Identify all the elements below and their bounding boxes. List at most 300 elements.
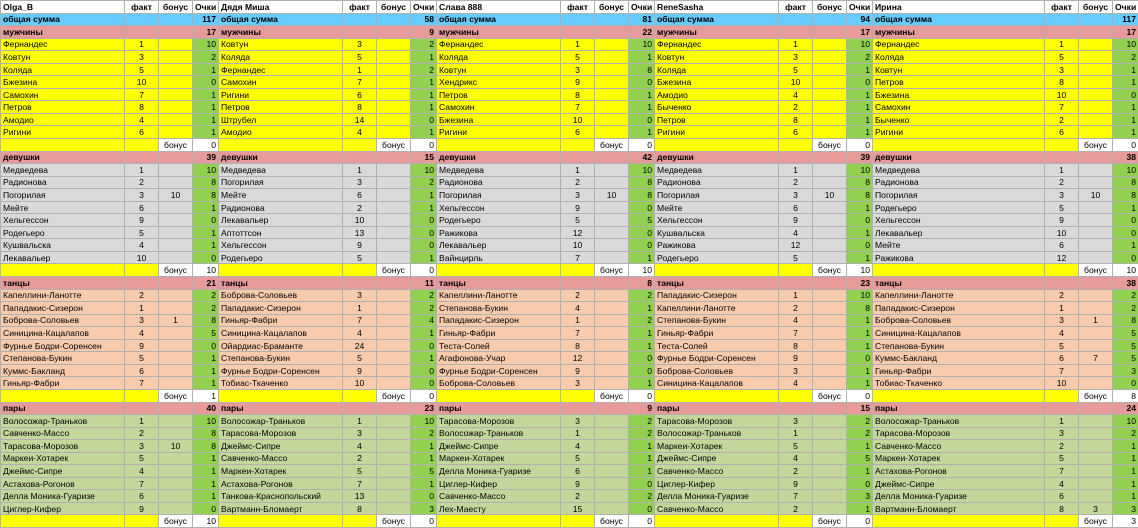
fact-value[interactable]: 6 <box>125 490 159 503</box>
bonus-value[interactable] <box>159 352 193 365</box>
bonus-points[interactable]: 3 <box>1113 515 1138 528</box>
bonus-points[interactable]: 10 <box>629 264 655 277</box>
athlete-name[interactable]: Куммс-Бакланд <box>1 364 125 377</box>
fact-value[interactable]: 8 <box>1045 502 1079 515</box>
fact-value[interactable]: 2 <box>561 490 595 503</box>
fact-value[interactable]: 9 <box>343 239 377 252</box>
points-value[interactable]: 10 <box>1113 164 1138 177</box>
points-value[interactable]: 0 <box>847 76 873 89</box>
bonus-value[interactable] <box>813 226 847 239</box>
athlete-name[interactable]: Синицина-Кацалапов <box>1 327 125 340</box>
bonus-points[interactable]: 0 <box>847 139 873 152</box>
bonus-value[interactable] <box>159 88 193 101</box>
bonus-value[interactable] <box>813 352 847 365</box>
bonus-value[interactable] <box>813 51 847 64</box>
athlete-name[interactable]: Ражикова <box>655 239 779 252</box>
fact-value[interactable]: 9 <box>561 76 595 89</box>
points-value[interactable]: 10 <box>629 164 655 177</box>
athlete-name[interactable]: Степанова-Букин <box>219 352 343 365</box>
athlete-name[interactable]: Амодио <box>1 113 125 126</box>
bonus-value[interactable]: 7 <box>1079 352 1113 365</box>
points-value[interactable]: 1 <box>193 126 219 139</box>
points-value[interactable]: 0 <box>629 477 655 490</box>
bonus-value[interactable] <box>159 113 193 126</box>
athlete-name[interactable]: Пападакис-Сизерон <box>655 289 779 302</box>
bonus-value[interactable] <box>813 502 847 515</box>
athlete-name[interactable]: Фурнье Бодри-Соренсен <box>437 364 561 377</box>
athlete-name[interactable]: Астахова-Рогонов <box>873 465 1045 478</box>
points-value[interactable]: 2 <box>193 51 219 64</box>
athlete-name[interactable]: Джеймс-Сипре <box>219 440 343 453</box>
bonus-value[interactable] <box>595 327 629 340</box>
bonus-value[interactable] <box>377 502 411 515</box>
points-value[interactable]: 0 <box>193 339 219 352</box>
bonus-value[interactable] <box>595 126 629 139</box>
points-value[interactable]: 8 <box>193 189 219 202</box>
fact-value[interactable]: 4 <box>779 314 813 327</box>
points-value[interactable]: 1 <box>1113 76 1138 89</box>
bonus-value[interactable] <box>377 76 411 89</box>
bonus-value[interactable] <box>1079 427 1113 440</box>
bonus-value[interactable] <box>377 201 411 214</box>
athlete-name[interactable]: Мейте <box>1 201 125 214</box>
points-value[interactable]: 2 <box>847 51 873 64</box>
athlete-name[interactable]: Фернандес <box>655 38 779 51</box>
category-sum[interactable]: 38 <box>1113 277 1138 290</box>
points-value[interactable]: 1 <box>1113 101 1138 114</box>
points-value[interactable]: 1 <box>847 377 873 390</box>
points-value[interactable]: 0 <box>193 502 219 515</box>
points-value[interactable]: 0 <box>411 239 437 252</box>
athlete-name[interactable]: Самохин <box>437 101 561 114</box>
points-value[interactable]: 1 <box>1113 201 1138 214</box>
points-value[interactable]: 8 <box>629 189 655 202</box>
athlete-name[interactable]: Коляда <box>655 63 779 76</box>
athlete-name[interactable]: Ковтун <box>1 51 125 64</box>
fact-value[interactable]: 9 <box>125 214 159 227</box>
points-value[interactable]: 8 <box>1113 176 1138 189</box>
athlete-name[interactable]: Ражикова <box>437 226 561 239</box>
points-value[interactable]: 0 <box>193 251 219 264</box>
athlete-name[interactable]: Джеймс-Сипре <box>1 465 125 478</box>
athlete-name[interactable]: Ригини <box>219 88 343 101</box>
athlete-name[interactable]: Делла Моника-Гуаризе <box>437 465 561 478</box>
bonus-value[interactable] <box>813 63 847 76</box>
points-value[interactable]: 1 <box>411 440 437 453</box>
points-value[interactable]: 10 <box>411 415 437 428</box>
cell[interactable] <box>595 402 629 415</box>
points-value[interactable]: 0 <box>1113 214 1138 227</box>
bonus-points[interactable]: 0 <box>847 389 873 402</box>
fact-value[interactable]: 5 <box>1045 201 1079 214</box>
athlete-name[interactable]: Савченко-Массо <box>655 502 779 515</box>
points-value[interactable]: 2 <box>193 289 219 302</box>
bonus-value[interactable] <box>595 490 629 503</box>
fact-value[interactable]: 1 <box>1045 164 1079 177</box>
fact-value[interactable]: 1 <box>343 164 377 177</box>
fact-value[interactable]: 3 <box>1045 63 1079 76</box>
fact-value[interactable]: 7 <box>343 76 377 89</box>
points-value[interactable]: 10 <box>193 415 219 428</box>
points-value[interactable]: 1 <box>411 327 437 340</box>
bonus-value[interactable] <box>159 427 193 440</box>
points-value[interactable]: 0 <box>1113 226 1138 239</box>
points-value[interactable]: 5 <box>411 465 437 478</box>
points-value[interactable]: 0 <box>411 490 437 503</box>
fact-value[interactable]: 6 <box>779 126 813 139</box>
points-value[interactable]: 1 <box>629 251 655 264</box>
fact-value[interactable]: 2 <box>779 302 813 315</box>
points-value[interactable]: 2 <box>629 314 655 327</box>
category-sum[interactable]: 9 <box>629 402 655 415</box>
points-value[interactable]: 0 <box>411 339 437 352</box>
points-value[interactable]: 1 <box>847 465 873 478</box>
bonus-value[interactable]: 1 <box>159 314 193 327</box>
total-value[interactable]: 94 <box>847 13 873 26</box>
points-value[interactable]: 1 <box>1113 63 1138 76</box>
points-value[interactable]: 1 <box>847 113 873 126</box>
bonus-value[interactable] <box>595 76 629 89</box>
fact-value[interactable]: 7 <box>1045 101 1079 114</box>
fact-value[interactable]: 2 <box>343 201 377 214</box>
bonus-value[interactable] <box>377 352 411 365</box>
athlete-name[interactable]: Бжезина <box>1 76 125 89</box>
bonus-value[interactable] <box>1079 51 1113 64</box>
cell[interactable] <box>1045 151 1079 164</box>
athlete-name[interactable]: Вартманн-Бломаерт <box>873 502 1045 515</box>
points-value[interactable]: 8 <box>629 176 655 189</box>
athlete-name[interactable]: Маркеи-Хотарек <box>1 452 125 465</box>
athlete-name[interactable]: Маркеи-Хотарек <box>873 452 1045 465</box>
fact-value[interactable]: 1 <box>1045 302 1079 315</box>
bonus-value[interactable] <box>1079 465 1113 478</box>
athlete-name[interactable]: Самохин <box>219 76 343 89</box>
athlete-name[interactable]: Родегьеро <box>219 251 343 264</box>
bonus-value[interactable] <box>159 327 193 340</box>
fact-value[interactable]: 10 <box>561 239 595 252</box>
points-value[interactable]: 2 <box>1113 302 1138 315</box>
athlete-name[interactable]: Агафонова-Учар <box>437 352 561 365</box>
category-sum[interactable]: 40 <box>193 402 219 415</box>
fact-value[interactable]: 3 <box>125 440 159 453</box>
points-value[interactable]: 3 <box>1113 364 1138 377</box>
bonus-value[interactable] <box>813 490 847 503</box>
athlete-name[interactable]: Амодио <box>219 126 343 139</box>
points-value[interactable]: 10 <box>193 164 219 177</box>
cell[interactable] <box>561 277 595 290</box>
points-value[interactable]: 1 <box>847 251 873 264</box>
athlete-name[interactable]: Хельгессон <box>219 239 343 252</box>
fact-value[interactable]: 9 <box>561 201 595 214</box>
athlete-name[interactable]: Волосожар-Траньков <box>437 427 561 440</box>
bonus-value[interactable] <box>595 302 629 315</box>
bonus-value[interactable] <box>1079 101 1113 114</box>
bonus-value[interactable] <box>1079 214 1113 227</box>
points-value[interactable]: 1 <box>1113 440 1138 453</box>
bonus-value[interactable] <box>1079 327 1113 340</box>
category-sum[interactable]: 24 <box>1113 402 1138 415</box>
points-value[interactable]: 10 <box>1113 38 1138 51</box>
athlete-name[interactable]: Хельгессон <box>655 214 779 227</box>
bonus-value[interactable] <box>377 226 411 239</box>
athlete-name[interactable]: Танкова-Краснопольский <box>219 490 343 503</box>
fact-value[interactable]: 9 <box>561 477 595 490</box>
bonus-value[interactable] <box>595 88 629 101</box>
athlete-name[interactable]: Степанова-Букин <box>437 302 561 315</box>
cell[interactable] <box>437 515 561 528</box>
bonus-value[interactable] <box>813 377 847 390</box>
points-value[interactable]: 1 <box>847 101 873 114</box>
athlete-name[interactable]: Теста-Солей <box>437 339 561 352</box>
bonus-value[interactable]: 1 <box>1079 314 1113 327</box>
category-sum[interactable]: 17 <box>847 26 873 39</box>
bonus-value[interactable] <box>1079 226 1113 239</box>
bonus-value[interactable] <box>1079 176 1113 189</box>
cell[interactable] <box>377 402 411 415</box>
bonus-value[interactable] <box>595 364 629 377</box>
fact-value[interactable]: 13 <box>343 490 377 503</box>
points-value[interactable]: 1 <box>411 126 437 139</box>
athlete-name[interactable]: Быченко <box>655 101 779 114</box>
bonus-value[interactable] <box>595 465 629 478</box>
athlete-name[interactable]: Петров <box>219 101 343 114</box>
bonus-points[interactable]: 10 <box>847 264 873 277</box>
athlete-name[interactable]: Радионова <box>219 201 343 214</box>
fact-value[interactable]: 4 <box>561 302 595 315</box>
fact-value[interactable]: 3 <box>561 189 595 202</box>
athlete-name[interactable]: Ковтун <box>655 51 779 64</box>
athlete-name[interactable]: Циглер-Кифер <box>655 477 779 490</box>
points-value[interactable]: 1 <box>847 226 873 239</box>
fact-value[interactable]: 5 <box>1045 452 1079 465</box>
bonus-value[interactable] <box>377 251 411 264</box>
fact-value[interactable]: 6 <box>1045 126 1079 139</box>
athlete-name[interactable]: Лех-Маесту <box>437 502 561 515</box>
cell[interactable] <box>595 277 629 290</box>
athlete-name[interactable]: Боброва-Соловьев <box>655 364 779 377</box>
fact-value[interactable]: 2 <box>343 452 377 465</box>
points-value[interactable]: 1 <box>1113 452 1138 465</box>
bonus-value[interactable] <box>1079 63 1113 76</box>
athlete-name[interactable]: Мейте <box>219 189 343 202</box>
athlete-name[interactable]: Боброва-Соловьев <box>437 377 561 390</box>
fact-value[interactable]: 2 <box>779 101 813 114</box>
bonus-value[interactable] <box>595 101 629 114</box>
bonus-value[interactable]: 10 <box>1079 189 1113 202</box>
points-value[interactable]: 0 <box>629 239 655 252</box>
fact-value[interactable]: 2 <box>125 427 159 440</box>
bonus-value[interactable] <box>813 164 847 177</box>
bonus-value[interactable] <box>813 239 847 252</box>
athlete-name[interactable]: Фернандес <box>1 38 125 51</box>
fact-value[interactable]: 10 <box>125 76 159 89</box>
bonus-value[interactable] <box>377 88 411 101</box>
athlete-name[interactable]: Джеймс-Сипре <box>873 477 1045 490</box>
cell[interactable] <box>561 402 595 415</box>
bonus-value[interactable] <box>377 364 411 377</box>
fact-value[interactable]: 7 <box>343 314 377 327</box>
fact-value[interactable]: 3 <box>125 314 159 327</box>
athlete-name[interactable]: Коляда <box>437 51 561 64</box>
points-value[interactable]: 0 <box>629 76 655 89</box>
points-value[interactable]: 0 <box>193 214 219 227</box>
bonus-value[interactable] <box>595 226 629 239</box>
bonus-value[interactable] <box>1079 38 1113 51</box>
cell[interactable] <box>125 389 159 402</box>
cell[interactable] <box>813 151 847 164</box>
cell[interactable] <box>343 264 377 277</box>
points-value[interactable]: 0 <box>847 214 873 227</box>
cell[interactable] <box>159 402 193 415</box>
fact-value[interactable]: 9 <box>125 502 159 515</box>
fact-value[interactable]: 3 <box>125 51 159 64</box>
fact-value[interactable]: 5 <box>561 51 595 64</box>
fact-value[interactable]: 10 <box>779 76 813 89</box>
athlete-name[interactable]: Самохин <box>873 101 1045 114</box>
fact-value[interactable]: 2 <box>779 465 813 478</box>
bonus-value[interactable] <box>595 339 629 352</box>
fact-value[interactable]: 5 <box>125 352 159 365</box>
bonus-value[interactable]: 10 <box>159 189 193 202</box>
athlete-name[interactable]: Синицина-Кацалапов <box>655 377 779 390</box>
category-sum[interactable]: 42 <box>629 151 655 164</box>
points-value[interactable]: 1 <box>193 226 219 239</box>
points-value[interactable]: 8 <box>629 63 655 76</box>
bonus-value[interactable] <box>813 364 847 377</box>
bonus-value[interactable] <box>595 239 629 252</box>
bonus-value[interactable] <box>159 201 193 214</box>
fact-value[interactable]: 5 <box>125 63 159 76</box>
points-value[interactable]: 5 <box>629 214 655 227</box>
bonus-value[interactable] <box>595 63 629 76</box>
athlete-name[interactable]: Делла Моника-Гуаризе <box>1 490 125 503</box>
points-value[interactable]: 1 <box>193 101 219 114</box>
athlete-name[interactable]: Медведева <box>437 164 561 177</box>
bonus-points[interactable]: 8 <box>1113 389 1138 402</box>
fact-value[interactable]: 1 <box>779 289 813 302</box>
fact-value[interactable]: 3 <box>343 176 377 189</box>
points-value[interactable]: 2 <box>1113 289 1138 302</box>
fact-value[interactable]: 7 <box>561 327 595 340</box>
fact-value[interactable]: 1 <box>561 427 595 440</box>
bonus-value[interactable] <box>159 364 193 377</box>
fact-value[interactable]: 6 <box>561 465 595 478</box>
bonus-value[interactable] <box>377 101 411 114</box>
fact-value[interactable]: 7 <box>125 477 159 490</box>
bonus-value[interactable] <box>813 101 847 114</box>
bonus-value[interactable] <box>377 126 411 139</box>
points-value[interactable]: 1 <box>629 339 655 352</box>
cell[interactable] <box>1 389 125 402</box>
bonus-value[interactable] <box>159 226 193 239</box>
bonus-value[interactable] <box>813 176 847 189</box>
bonus-value[interactable] <box>595 415 629 428</box>
points-value[interactable]: 0 <box>629 502 655 515</box>
cell[interactable] <box>1 139 125 152</box>
athlete-name[interactable]: Гиньяр-Фабри <box>219 314 343 327</box>
athlete-name[interactable]: Маркеи-Хотарек <box>655 440 779 453</box>
points-value[interactable]: 1 <box>193 377 219 390</box>
points-value[interactable]: 2 <box>629 415 655 428</box>
points-value[interactable]: 2 <box>847 427 873 440</box>
cell[interactable] <box>561 13 595 26</box>
cell[interactable] <box>343 151 377 164</box>
fact-value[interactable]: 10 <box>1045 377 1079 390</box>
fact-value[interactable]: 6 <box>561 126 595 139</box>
fact-value[interactable]: 8 <box>561 88 595 101</box>
fact-value[interactable]: 1 <box>343 415 377 428</box>
bonus-value[interactable] <box>1079 164 1113 177</box>
fact-value[interactable]: 9 <box>1045 214 1079 227</box>
athlete-name[interactable]: Аптоттсон <box>219 226 343 239</box>
points-value[interactable]: 1 <box>193 113 219 126</box>
cell[interactable] <box>1045 13 1079 26</box>
athlete-name[interactable]: Капеллини-Ланотте <box>1 289 125 302</box>
cell[interactable] <box>1079 26 1113 39</box>
bonus-value[interactable] <box>1079 201 1113 214</box>
athlete-name[interactable]: Боброва-Соловьев <box>873 314 1045 327</box>
category-sum[interactable]: 17 <box>1113 26 1138 39</box>
athlete-name[interactable]: Хендрикс <box>437 76 561 89</box>
bonus-value[interactable] <box>377 477 411 490</box>
athlete-name[interactable]: Пападакис-Сизерон <box>437 314 561 327</box>
athlete-name[interactable]: Штрубел <box>219 113 343 126</box>
points-value[interactable]: 1 <box>411 189 437 202</box>
athlete-name[interactable]: Медведева <box>873 164 1045 177</box>
athlete-name[interactable]: Тарасова-Морозов <box>437 415 561 428</box>
fact-value[interactable]: 7 <box>779 327 813 340</box>
cell[interactable] <box>125 515 159 528</box>
fact-value[interactable]: 2 <box>125 289 159 302</box>
cell[interactable] <box>873 139 1045 152</box>
bonus-value[interactable] <box>595 452 629 465</box>
cell[interactable] <box>779 515 813 528</box>
cell[interactable] <box>561 515 595 528</box>
points-value[interactable]: 0 <box>629 226 655 239</box>
points-value[interactable]: 0 <box>629 113 655 126</box>
cell[interactable] <box>219 264 343 277</box>
athlete-name[interactable]: Погорилая <box>655 189 779 202</box>
cell[interactable] <box>813 277 847 290</box>
bonus-value[interactable] <box>377 490 411 503</box>
athlete-name[interactable]: Родегьеро <box>437 214 561 227</box>
player-name[interactable]: Ирина <box>873 1 1045 14</box>
bonus-points[interactable]: 10 <box>1113 264 1138 277</box>
fact-value[interactable]: 7 <box>561 251 595 264</box>
fact-value[interactable]: 1 <box>125 38 159 51</box>
fact-value[interactable]: 3 <box>561 63 595 76</box>
bonus-value[interactable] <box>813 88 847 101</box>
cell[interactable] <box>343 277 377 290</box>
bonus-value[interactable] <box>813 477 847 490</box>
points-value[interactable]: 0 <box>629 364 655 377</box>
points-value[interactable]: 2 <box>629 490 655 503</box>
athlete-name[interactable]: Амодио <box>655 88 779 101</box>
bonus-value[interactable] <box>1079 88 1113 101</box>
bonus-points[interactable]: 0 <box>411 264 437 277</box>
fact-value[interactable]: 4 <box>779 88 813 101</box>
cell[interactable] <box>655 515 779 528</box>
fact-value[interactable]: 5 <box>1045 51 1079 64</box>
fact-value[interactable]: 8 <box>343 101 377 114</box>
points-value[interactable]: 2 <box>411 427 437 440</box>
cell[interactable] <box>1045 515 1079 528</box>
athlete-name[interactable]: Погорилая <box>437 189 561 202</box>
bonus-value[interactable] <box>1079 239 1113 252</box>
athlete-name[interactable]: Погорилая <box>1 189 125 202</box>
points-value[interactable]: 2 <box>847 415 873 428</box>
cell[interactable] <box>219 139 343 152</box>
